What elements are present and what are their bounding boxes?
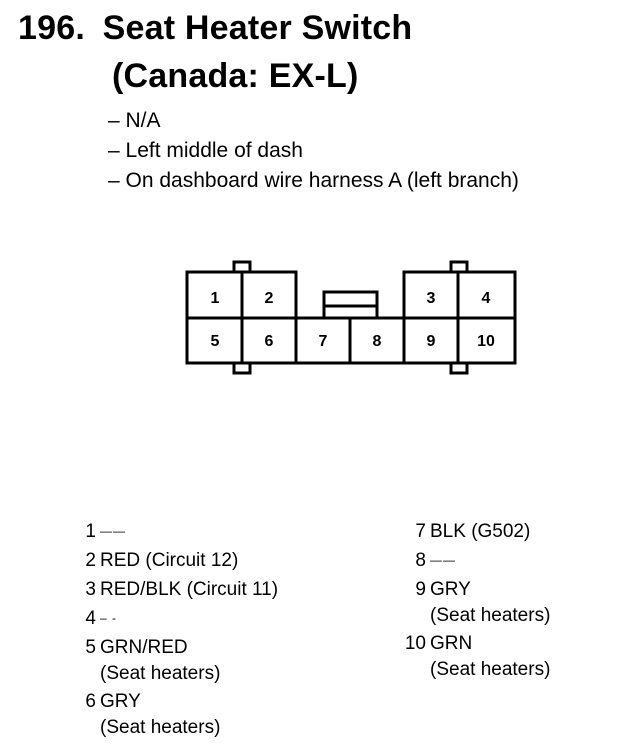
note-item: – Left middle of dash [108, 139, 303, 162]
note-item: – On dashboard wire harness A (left branch) [108, 169, 519, 192]
pin-9: 9 [426, 333, 436, 350]
note-item: – N/A [108, 109, 161, 132]
notes-list [108, 106, 519, 196]
title-line-2: (Canada: EX-L) [112, 57, 359, 95]
connector-diagram [0, 258, 624, 388]
pin-1: 1 [210, 290, 220, 307]
pin-3: 3 [426, 290, 436, 307]
pin-8: 8 [372, 333, 382, 350]
title-line-1: Seat Heater Switch [102, 9, 413, 47]
pin-6: 6 [264, 333, 274, 350]
legend-left: 1 —— 2 RED (Circuit 12) 3 RED/BLK (Circuit 11) 4 – - 5 GRN/RED (Seat heaters) 6 GRY (Seat heaters) [85, 521, 279, 738]
legend-right: 7 BLK (G502) 8 —— 9 GRY (Seat heaters) 10 GRN (Seat heaters) [404, 521, 551, 680]
pin-2: 2 [264, 290, 274, 307]
pin-4: 4 [481, 290, 491, 307]
page-title [18, 8, 412, 48]
pin-5: 5 [210, 333, 220, 350]
pin-7: 7 [318, 333, 328, 350]
section-number: 196. [18, 9, 85, 47]
pin-10: 10 [477, 333, 495, 350]
